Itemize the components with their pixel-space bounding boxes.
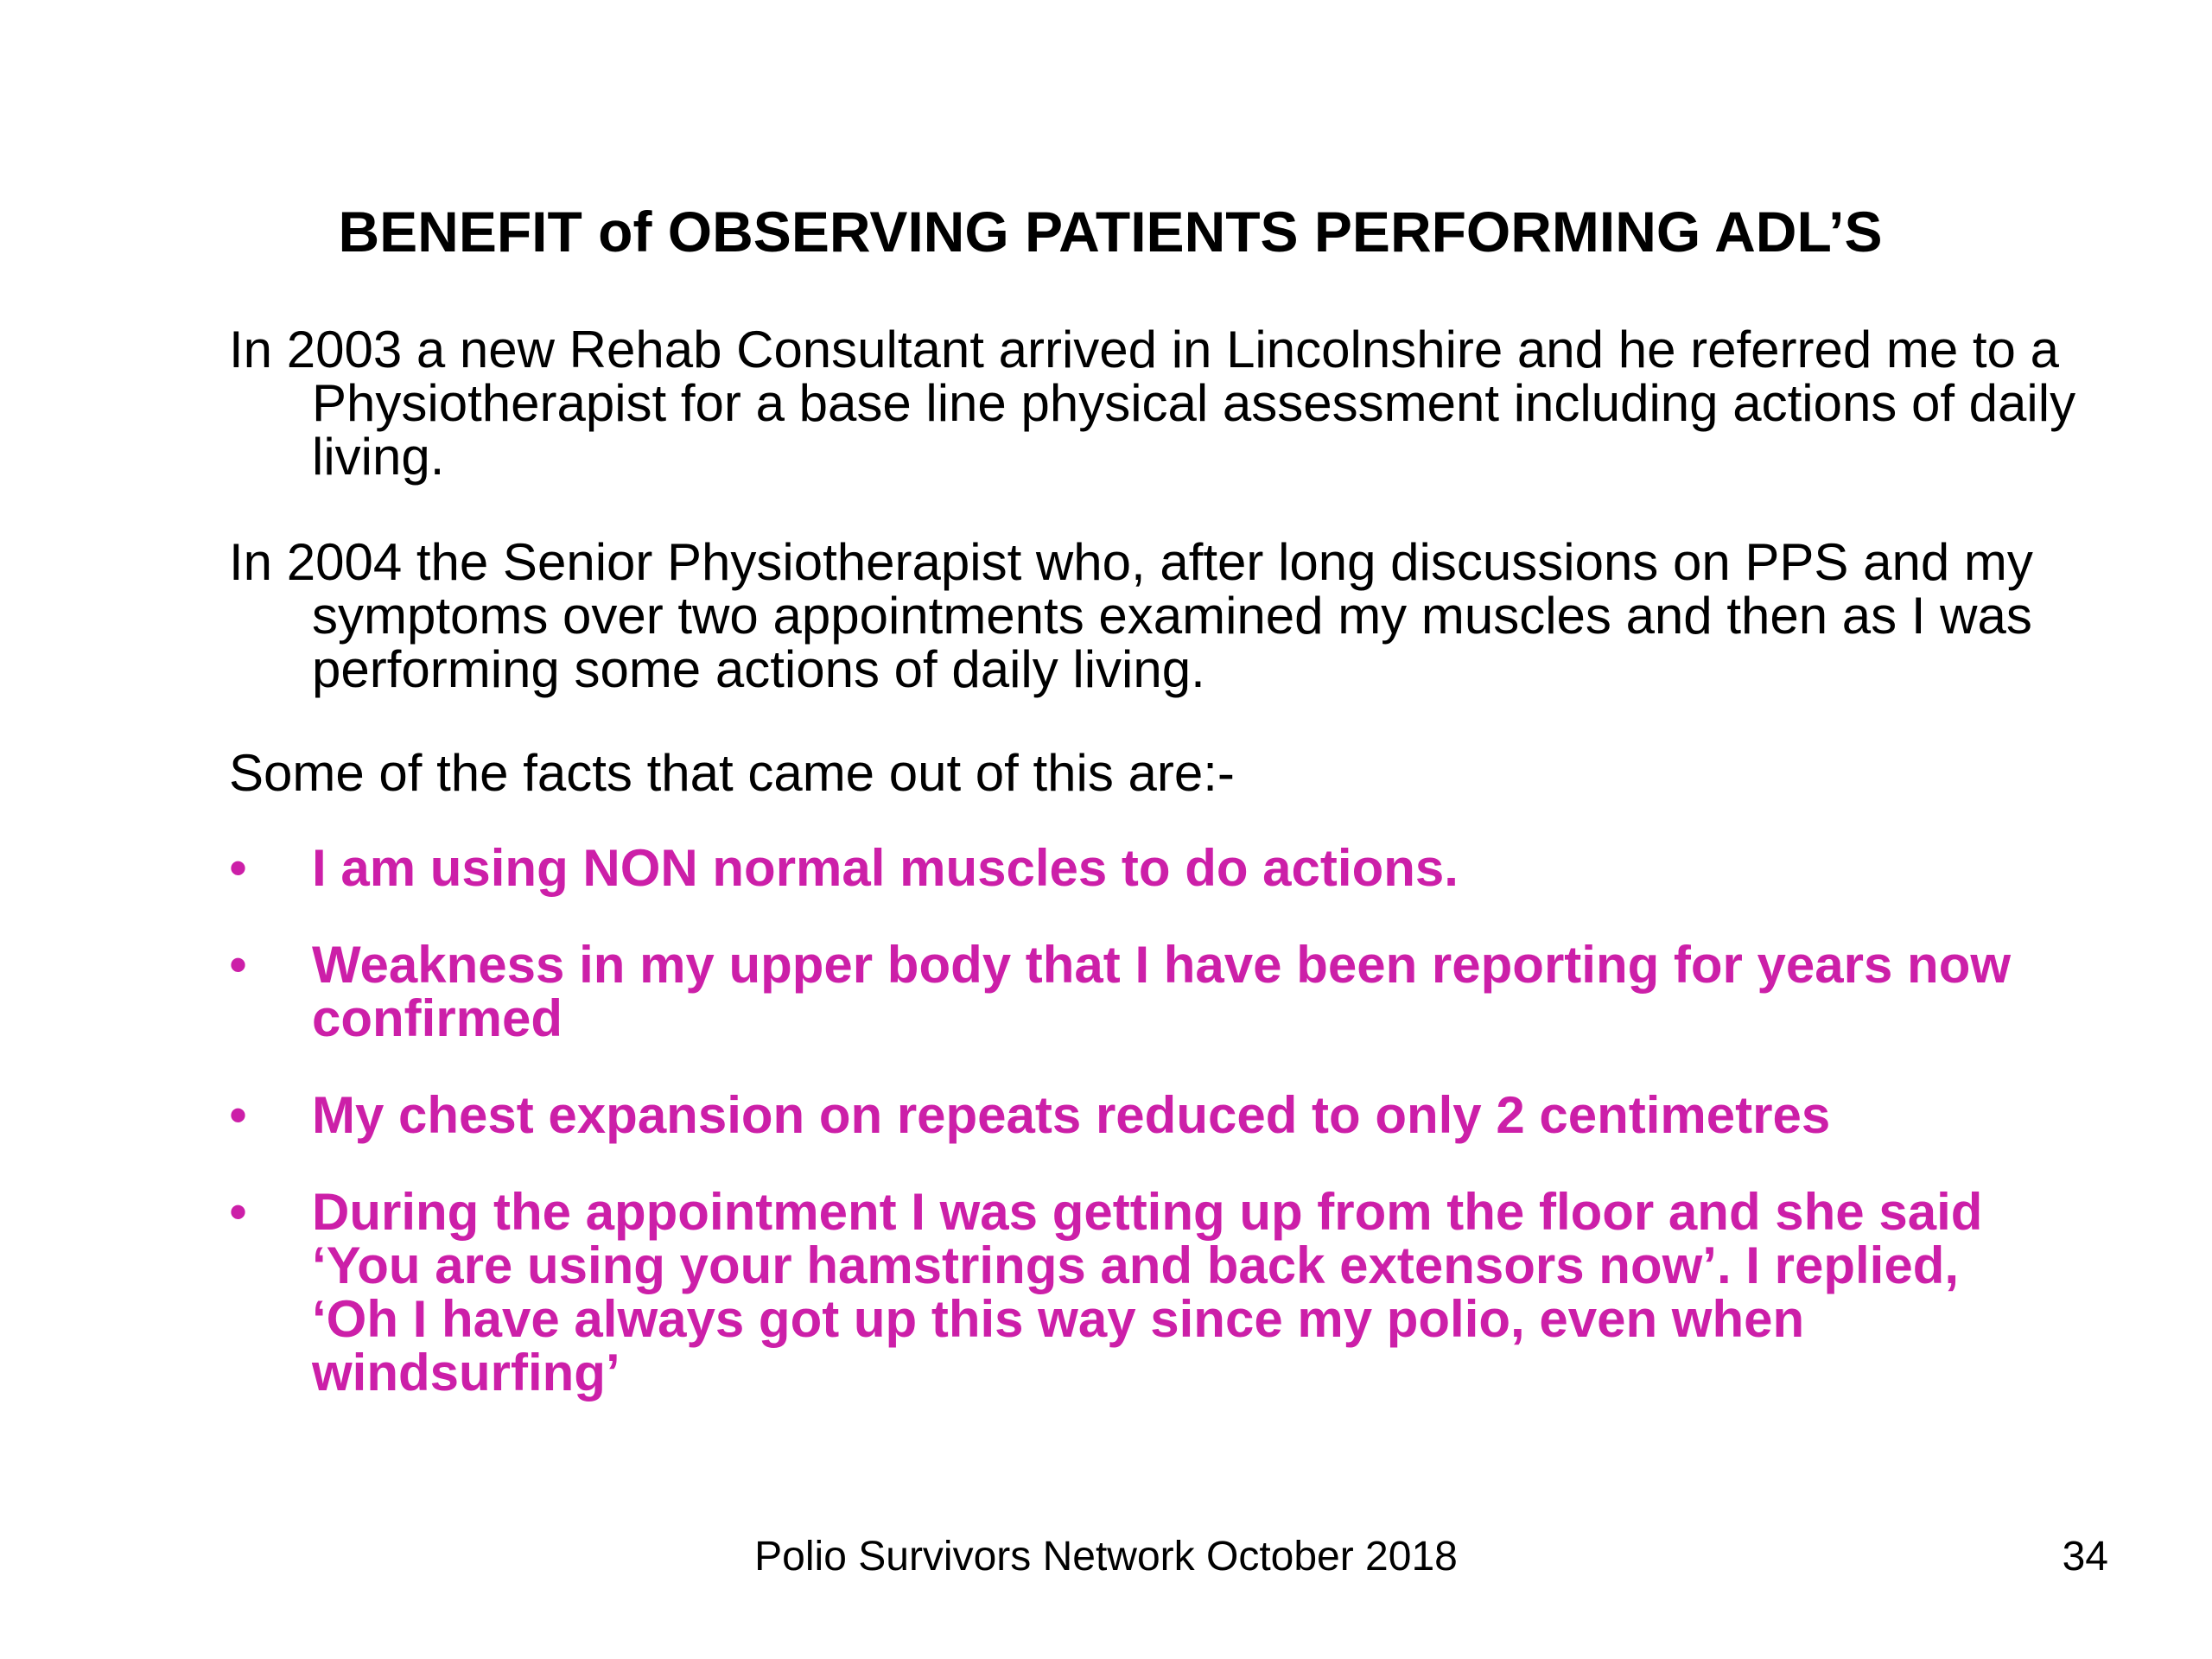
bullet-text: During the appointment I was getting up from the floor and she said ‘You are using your hamstrings and back extensors now’. I replied, ‘Oh I have always got up this way since my polio, even when windsurfing’: [312, 1183, 1983, 1402]
bullet-text: I am using NON normal muscles to do actions.: [312, 839, 1459, 897]
slide-title: BENEFIT of OBSERVING PATIENTS PERFORMING ADL’S: [338, 200, 1883, 264]
bullet-text: My chest expansion on repeats reduced to only 2 centimetres: [312, 1086, 1831, 1144]
bullet-item: [229, 1086, 2026, 1144]
paragraph-facts-intro: Some of the facts that came out of this are:-: [229, 744, 1235, 802]
paragraph-2004: In 2004 the Senior Physiotherapist who, after long discussions on PPS and my symptoms over two appointments examined my muscles and then as I was performing some actions of daily living.: [229, 533, 2033, 698]
bullet-marker: •: [229, 1183, 248, 1241]
paragraph-2003: In 2003 a new Rehab Consultant arrived in Lincolnshire and he referred me to a Physiotherapist for a base line physical assessment including actions of daily living.: [229, 321, 2076, 486]
slide-number: 34: [2062, 1534, 2108, 1580]
bullet-text: Weakness in my upper body that I have been reporting for years now confirmed: [312, 936, 2012, 1047]
bullet-marker: •: [229, 936, 248, 994]
bullet-item: [229, 938, 2026, 1046]
slide-footer: Polio Survivors Network October 2018: [754, 1534, 1458, 1580]
bullet-marker: •: [229, 1086, 248, 1144]
bullet-marker: •: [229, 839, 248, 897]
bullet-item: [229, 839, 2026, 897]
facts-bullet-list: [229, 839, 2026, 1402]
bullet-item: [229, 1185, 2026, 1400]
